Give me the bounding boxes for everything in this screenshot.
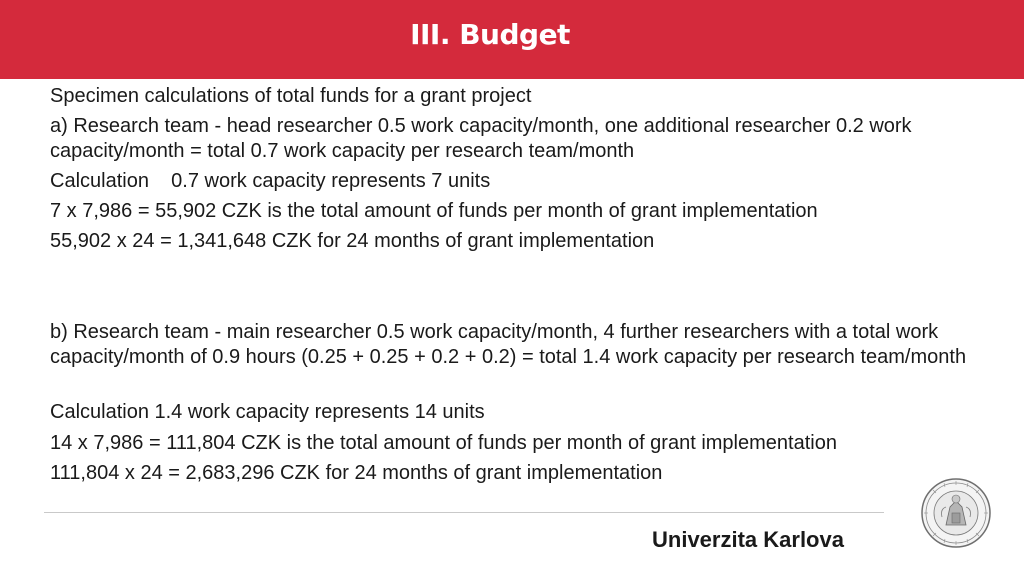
section-a-calculation: Calculation 0.7 work capacity represents 7 units: [50, 170, 491, 192]
slide-title: III. Budget: [410, 18, 570, 51]
footer-divider: [44, 512, 884, 513]
section-b-calculation: Calculation 1.4 work capacity represents 14 units: [50, 401, 485, 423]
section-a-total: 55,902 x 24 = 1,341,648 CZK for 24 months of grant implementation: [50, 230, 655, 252]
title-bar: [0, 0, 1024, 79]
university-seal-icon: [920, 477, 992, 549]
section-b-total: 111,804 x 24 = 2,683,296 CZK for 24 months of grant implementation: [50, 462, 663, 484]
section-b-monthly: 14 x 7,986 = 111,804 CZK is the total amount of funds per month of grant implementation: [50, 432, 837, 454]
section-a-monthly: 7 x 7,986 = 55,902 CZK is the total amount of funds per month of grant implementation: [50, 200, 818, 222]
footer-institution: Univerzita Karlova: [652, 527, 844, 552]
section-b-team: b) Research team - main researcher 0.5 work capacity/month, 4 further researchers with a total work capacity/month of 0.9 hours (0.25 + 0.25 + 0.2 + 0.2) = total 1.4 work capacity per research team/month: [50, 321, 967, 368]
section-a-team: a) Research team - head researcher 0.5 work capacity/month, one additional researcher 0.2 work capacity/month = total 0.7 work capacity per research team/month: [50, 115, 912, 162]
intro-line: Specimen calculations of total funds for a grant project: [50, 85, 532, 107]
